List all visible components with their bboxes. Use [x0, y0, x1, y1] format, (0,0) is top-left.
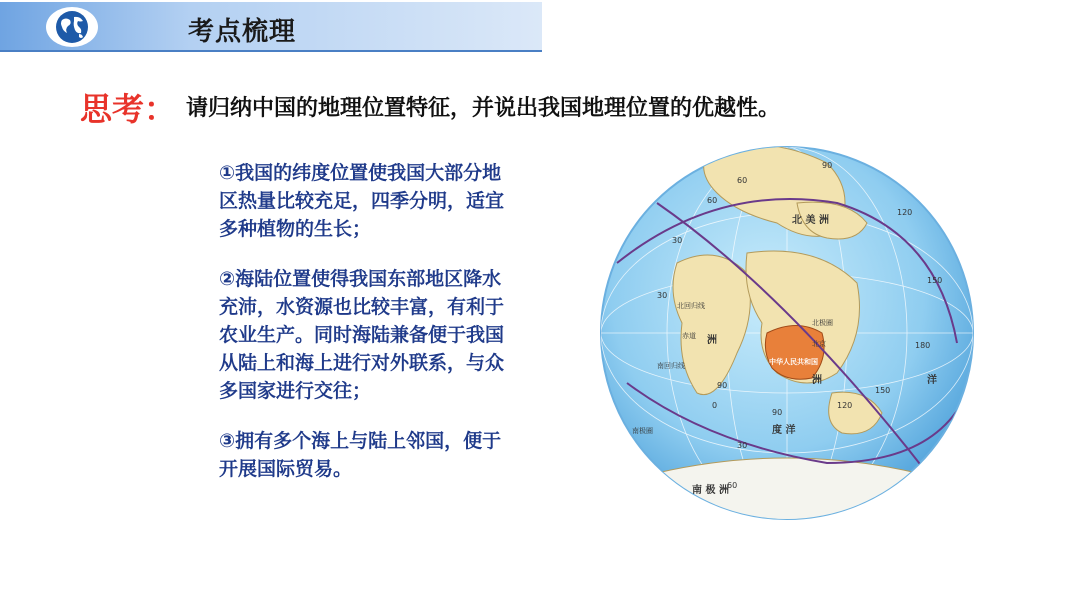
label-beijing: 北京	[812, 340, 826, 348]
label-arctic-circle: 北极圈	[812, 319, 833, 327]
answer-list	[219, 159, 519, 505]
question-text: 请归纳中国的地理位置特征，并说出我国地理位置的优越性。	[186, 96, 781, 121]
svg-text:60: 60	[737, 176, 748, 185]
label-equator: 赤道	[682, 332, 696, 340]
svg-text:180: 180	[915, 341, 931, 350]
question-label: 思考：	[80, 90, 177, 128]
label-north-america: 北 美 洲	[792, 215, 829, 226]
answer-item-land-sea: ②海陆位置使得我国东部地区降水充沛，水资源也比较丰富，有利于农业生产。同时海陆兼备便于我国从陆上和海上进行对外联系，与众多国家进行交往；	[219, 268, 505, 402]
label-africa: 洲	[707, 335, 717, 346]
svg-text:30: 30	[657, 291, 668, 300]
label-china: 中华人民共和国	[769, 358, 818, 366]
svg-text:90: 90	[822, 161, 833, 170]
svg-text:120: 120	[897, 208, 913, 217]
label-tropic-cancer: 北回归线	[677, 302, 705, 310]
svg-text:60: 60	[707, 196, 718, 205]
svg-text:30: 30	[672, 236, 683, 245]
svg-text:90: 90	[717, 381, 728, 390]
label-tropic-capricorn: 南回归线	[657, 362, 685, 370]
answer-item-neighbors: ③拥有多个海上与陆上邻国，便于开展国际贸易。	[219, 430, 502, 480]
svg-text:120: 120	[837, 401, 853, 410]
label-pacific: 洋	[927, 375, 937, 386]
globe-icon	[44, 6, 100, 48]
world-globe-map	[597, 143, 977, 523]
svg-text:30: 30	[737, 441, 748, 450]
header-bar	[0, 2, 542, 52]
label-asia: 洲	[812, 375, 822, 386]
svg-text:0: 0	[712, 401, 718, 410]
label-indian-ocean: 度 洋	[772, 425, 796, 436]
svg-text:60: 60	[727, 481, 738, 490]
page-title: 考点梳理	[188, 17, 297, 47]
svg-text:90: 90	[772, 408, 783, 417]
label-antarctic-circle: 南极圈	[632, 427, 653, 435]
answer-item-latitude: ①我国的纬度位置使我国大部分地区热量比较充足，四季分明，适宜多种植物的生长；	[219, 162, 505, 240]
label-antarctica: 南 极 洲	[692, 485, 729, 496]
svg-text:150: 150	[927, 276, 943, 285]
svg-text:150: 150	[875, 386, 891, 395]
